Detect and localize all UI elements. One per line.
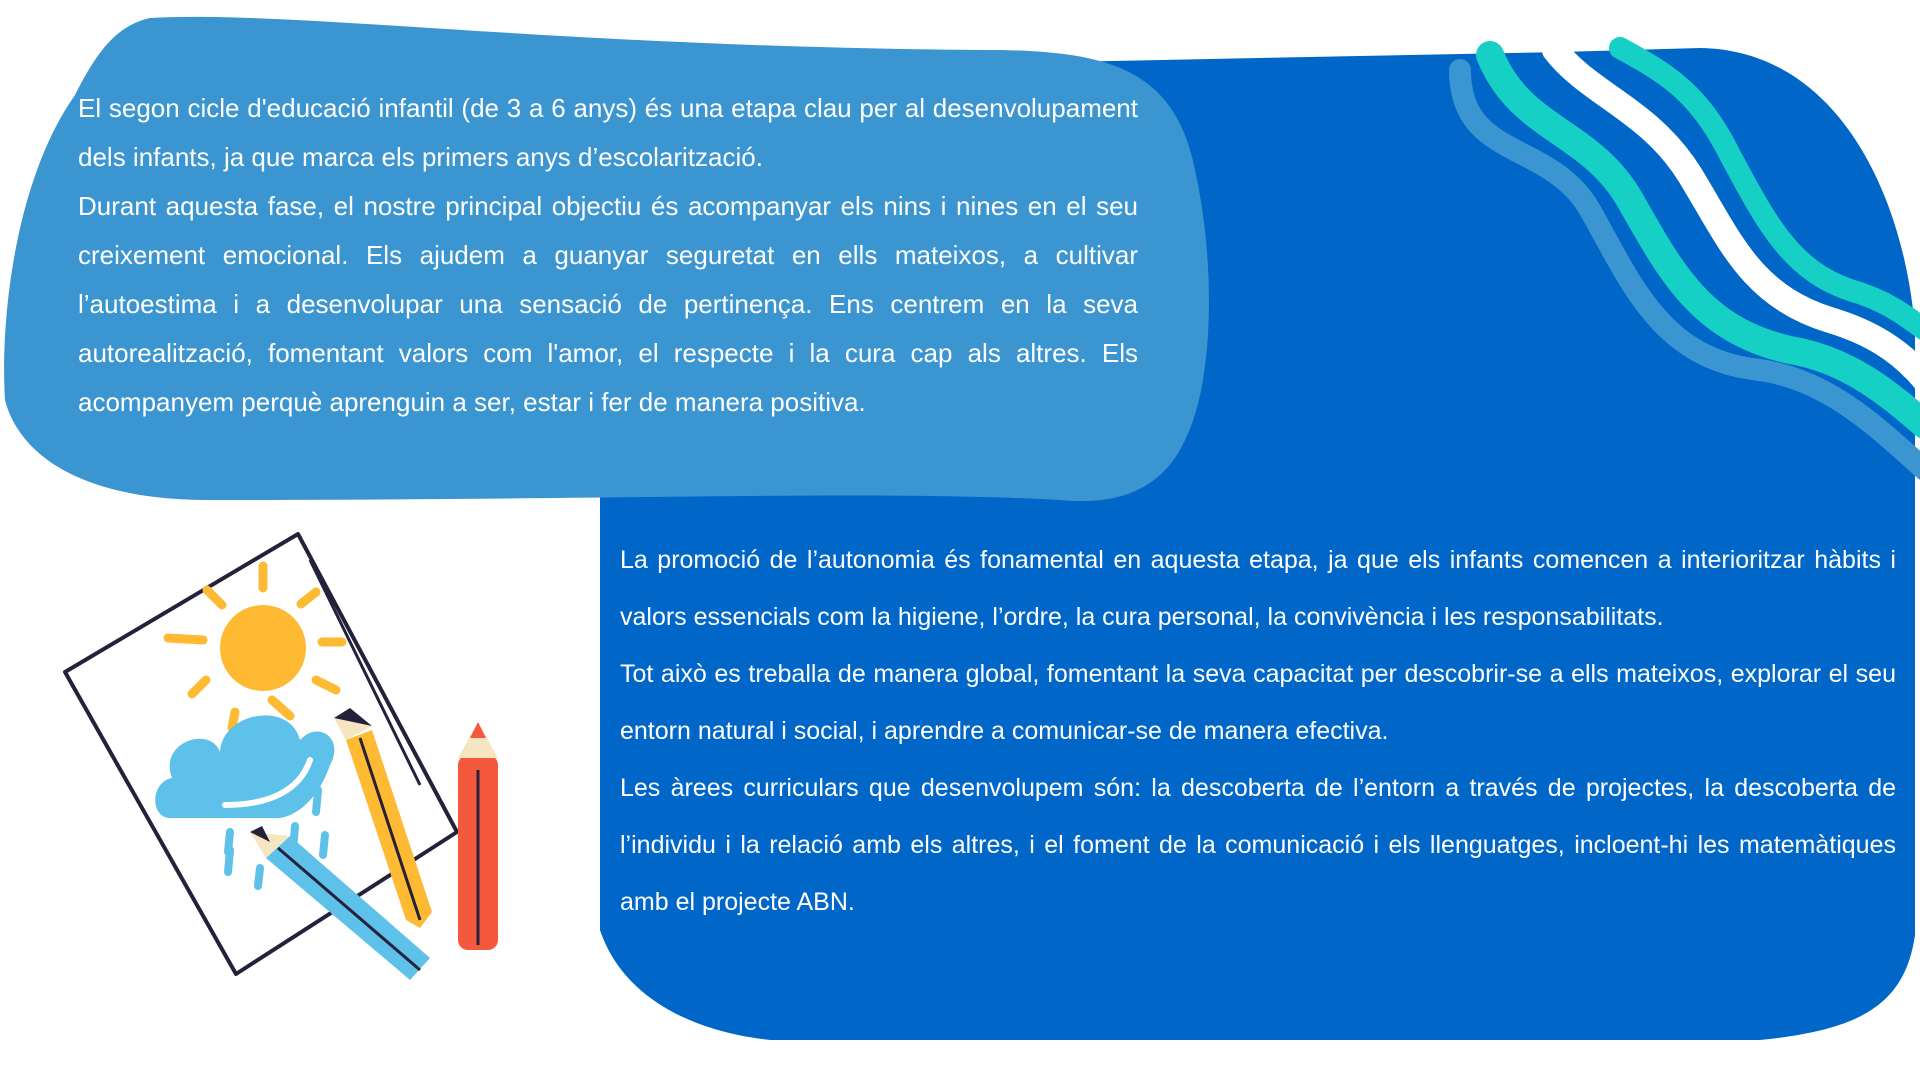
intro-text-block xyxy=(78,84,1138,427)
detail-paragraph-1: La promoció de l’autonomia és fonamental en aquesta etapa, ja que els infants comencen a interioritzar hàbits i valors essencials com la higiene, l’ordre, la cura personal, la convivència i les responsabilitats. xyxy=(620,546,1896,631)
detail-paragraph-3: Les àrees curriculars que desenvolupem són: la descoberta de l’entorn a través de projectes, la descoberta de l’individu i la relació amb els altres, i el foment de la comunicació i els llenguatges, incloent-hi les matemàtiques amb el projecte ABN. xyxy=(620,774,1896,916)
child-drawing-icon xyxy=(65,534,498,980)
detail-text-block xyxy=(620,532,1896,931)
red-pencil-icon xyxy=(458,722,498,950)
detail-paragraph-2: Tot això es treballa de manera global, fomentant la seva capacitat per descobrir-se a ells mateixos, explorar el seu entorn natural i social, i aprendre a comunicar-se de manera efectiva. xyxy=(620,660,1896,745)
intro-paragraph-1: El segon cicle d'educació infantil (de 3 a 6 anys) és una etapa clau per al desenvolupament dels infants, ja que marca els primers anys d’escolarització. xyxy=(78,93,1138,172)
intro-paragraph-2: Durant aquesta fase, el nostre principal objectiu és acompanyar els nins i nines en el seu creixement emocional. Els ajudem a guanyar seguretat en ells mateixos, a cultivar l’autoestima i a desenvolupar una sensació de pertinença. Ens centrem en la seva autorealització, fomentant valors com l'amor, el respecte i la cura cap als altres. Els acompanyem perquè aprenguin a ser, estar i fer de manera positiva. xyxy=(78,191,1138,417)
